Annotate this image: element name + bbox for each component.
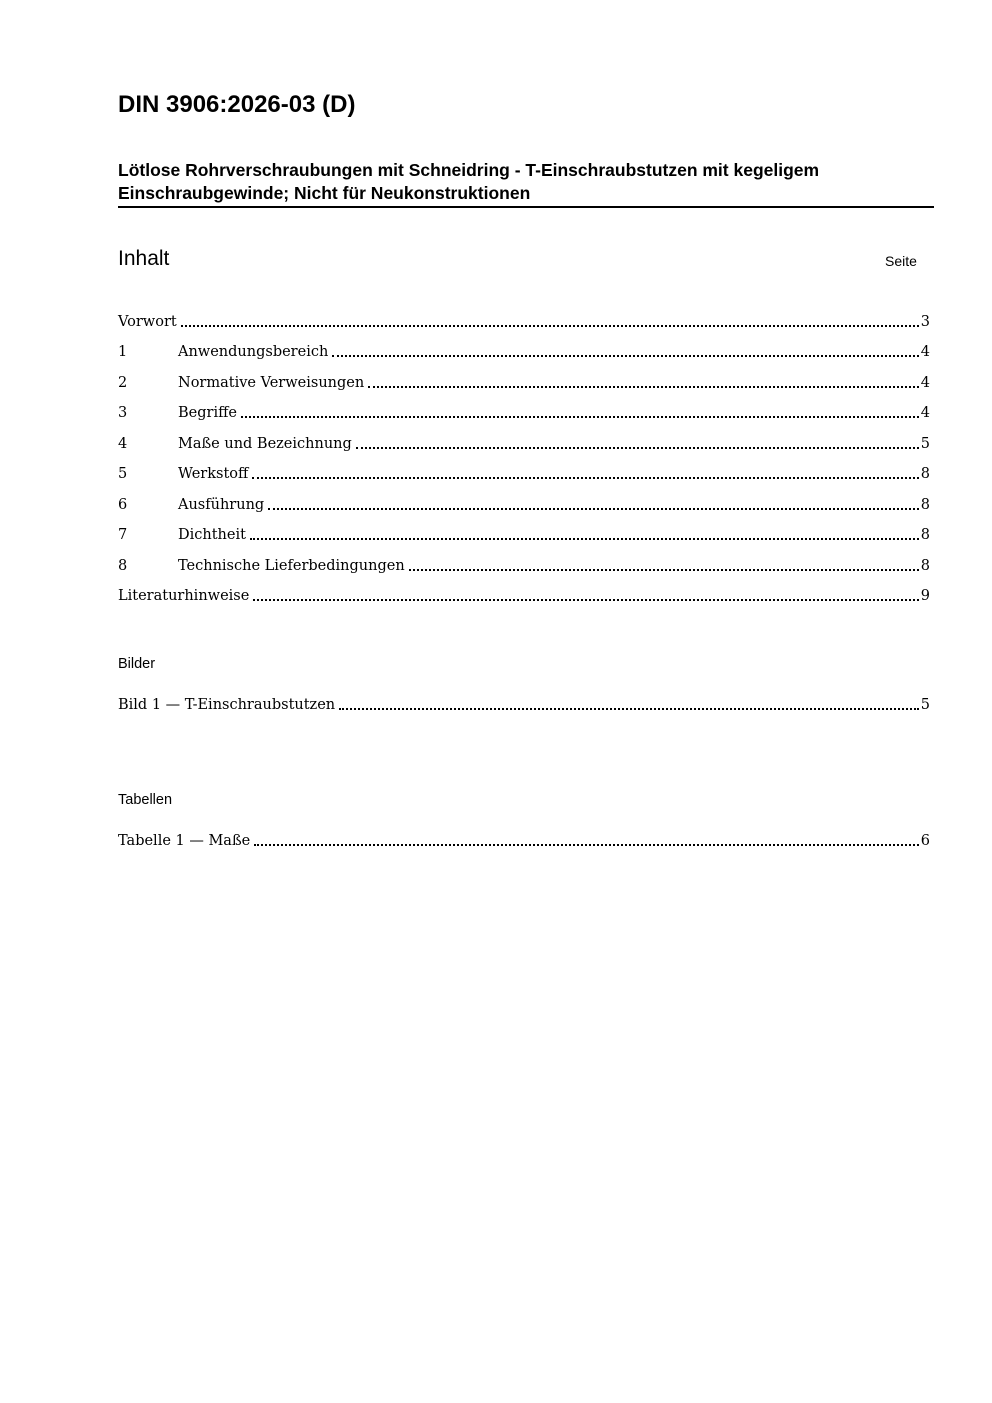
figure-entry-1[interactable] <box>118 684 930 715</box>
toc-entry-number: 4 <box>118 435 128 452</box>
toc-entry-title: Werkstoff <box>178 466 249 482</box>
toc-leader <box>268 508 919 510</box>
toc-leader <box>253 599 918 601</box>
table-entry-page: 6 <box>920 832 930 849</box>
figures-list <box>118 684 930 715</box>
toc-entry-number: 5 <box>118 466 128 482</box>
toc-entry-1[interactable] <box>118 332 930 363</box>
toc-entry-number: 7 <box>118 527 128 543</box>
toc-leader <box>254 844 919 846</box>
toc-entry-page: 9 <box>920 588 930 604</box>
tables-heading: Tabellen <box>118 792 173 808</box>
toc-entry-title: Begriffe <box>178 405 237 421</box>
document-title-line-1: Lötlose Rohrverschraubungen mit Schneidring - T-Einschraubstutzen mit kegeligem <box>118 160 820 180</box>
toc-entry-page: 4 <box>920 374 930 391</box>
table-entry-1[interactable] <box>118 820 930 851</box>
toc-leader <box>252 477 918 479</box>
toc-entry-6[interactable] <box>118 484 930 515</box>
toc-entry-7[interactable] <box>118 515 930 546</box>
toc-entry-title: Literaturhinweise <box>118 588 250 604</box>
toc-entry-2[interactable] <box>118 362 930 393</box>
toc-entry-page: 8 <box>920 527 930 543</box>
toc-leader <box>368 386 919 388</box>
toc-entry-3[interactable] <box>118 393 930 424</box>
toc-entry-number: 6 <box>118 496 128 513</box>
toc-leader <box>241 416 919 418</box>
toc-entry-page: 8 <box>920 496 930 513</box>
toc-entry-title: Vorwort <box>118 313 177 330</box>
toc-entry-number: 8 <box>118 557 128 574</box>
toc-entry-number: 3 <box>118 405 128 421</box>
toc-entry-title: Ausführung <box>178 496 265 513</box>
toc-list <box>118 301 930 606</box>
document-id: DIN 3906:2026-03 (D) <box>118 91 356 118</box>
figure-entry-title: Bild 1 — T-Einschraubstutzen <box>118 696 336 713</box>
toc-entry-literaturhinweise[interactable] <box>118 576 930 607</box>
toc-leader <box>332 355 918 357</box>
figure-entry-page: 5 <box>920 696 930 713</box>
toc-entry-page: 3 <box>920 313 930 330</box>
toc-entry-number: 2 <box>118 374 128 391</box>
toc-entry-title: Normative Verweisungen <box>178 374 365 391</box>
document-title <box>118 159 934 208</box>
toc-entry-8[interactable] <box>118 545 930 576</box>
toc-leader <box>409 569 919 571</box>
toc-entry-page: 8 <box>920 557 930 574</box>
toc-leader <box>339 708 919 710</box>
toc-entry-title: Anwendungsbereich <box>178 344 329 360</box>
tables-list <box>118 820 930 851</box>
document-title-line-2: Einschraubgewinde; Nicht für Neukonstruktionen <box>118 183 531 203</box>
toc-entry-page: 4 <box>920 405 930 421</box>
toc-entry-title: Maße und Bezeichnung <box>178 435 352 452</box>
toc-entry-page: 5 <box>920 435 930 452</box>
page-column-label: Seite <box>885 253 917 269</box>
toc-heading: Inhalt <box>118 247 170 270</box>
toc-leader <box>181 325 919 327</box>
toc-entry-number: 1 <box>118 344 128 360</box>
toc-entry-title: Technische Lieferbedingungen <box>178 557 405 574</box>
toc-entry-page: 4 <box>920 344 930 360</box>
toc-entry-4[interactable] <box>118 423 930 454</box>
table-entry-title: Tabelle 1 — Maße <box>118 832 251 849</box>
toc-entry-5[interactable] <box>118 454 930 485</box>
toc-leader <box>356 447 919 449</box>
toc-entry-title: Dichtheit <box>178 527 246 543</box>
toc-leader <box>250 538 919 540</box>
figures-heading: Bilder <box>118 656 156 672</box>
toc-entry-page: 8 <box>920 466 930 482</box>
toc-entry-vorwort[interactable] <box>118 301 930 332</box>
